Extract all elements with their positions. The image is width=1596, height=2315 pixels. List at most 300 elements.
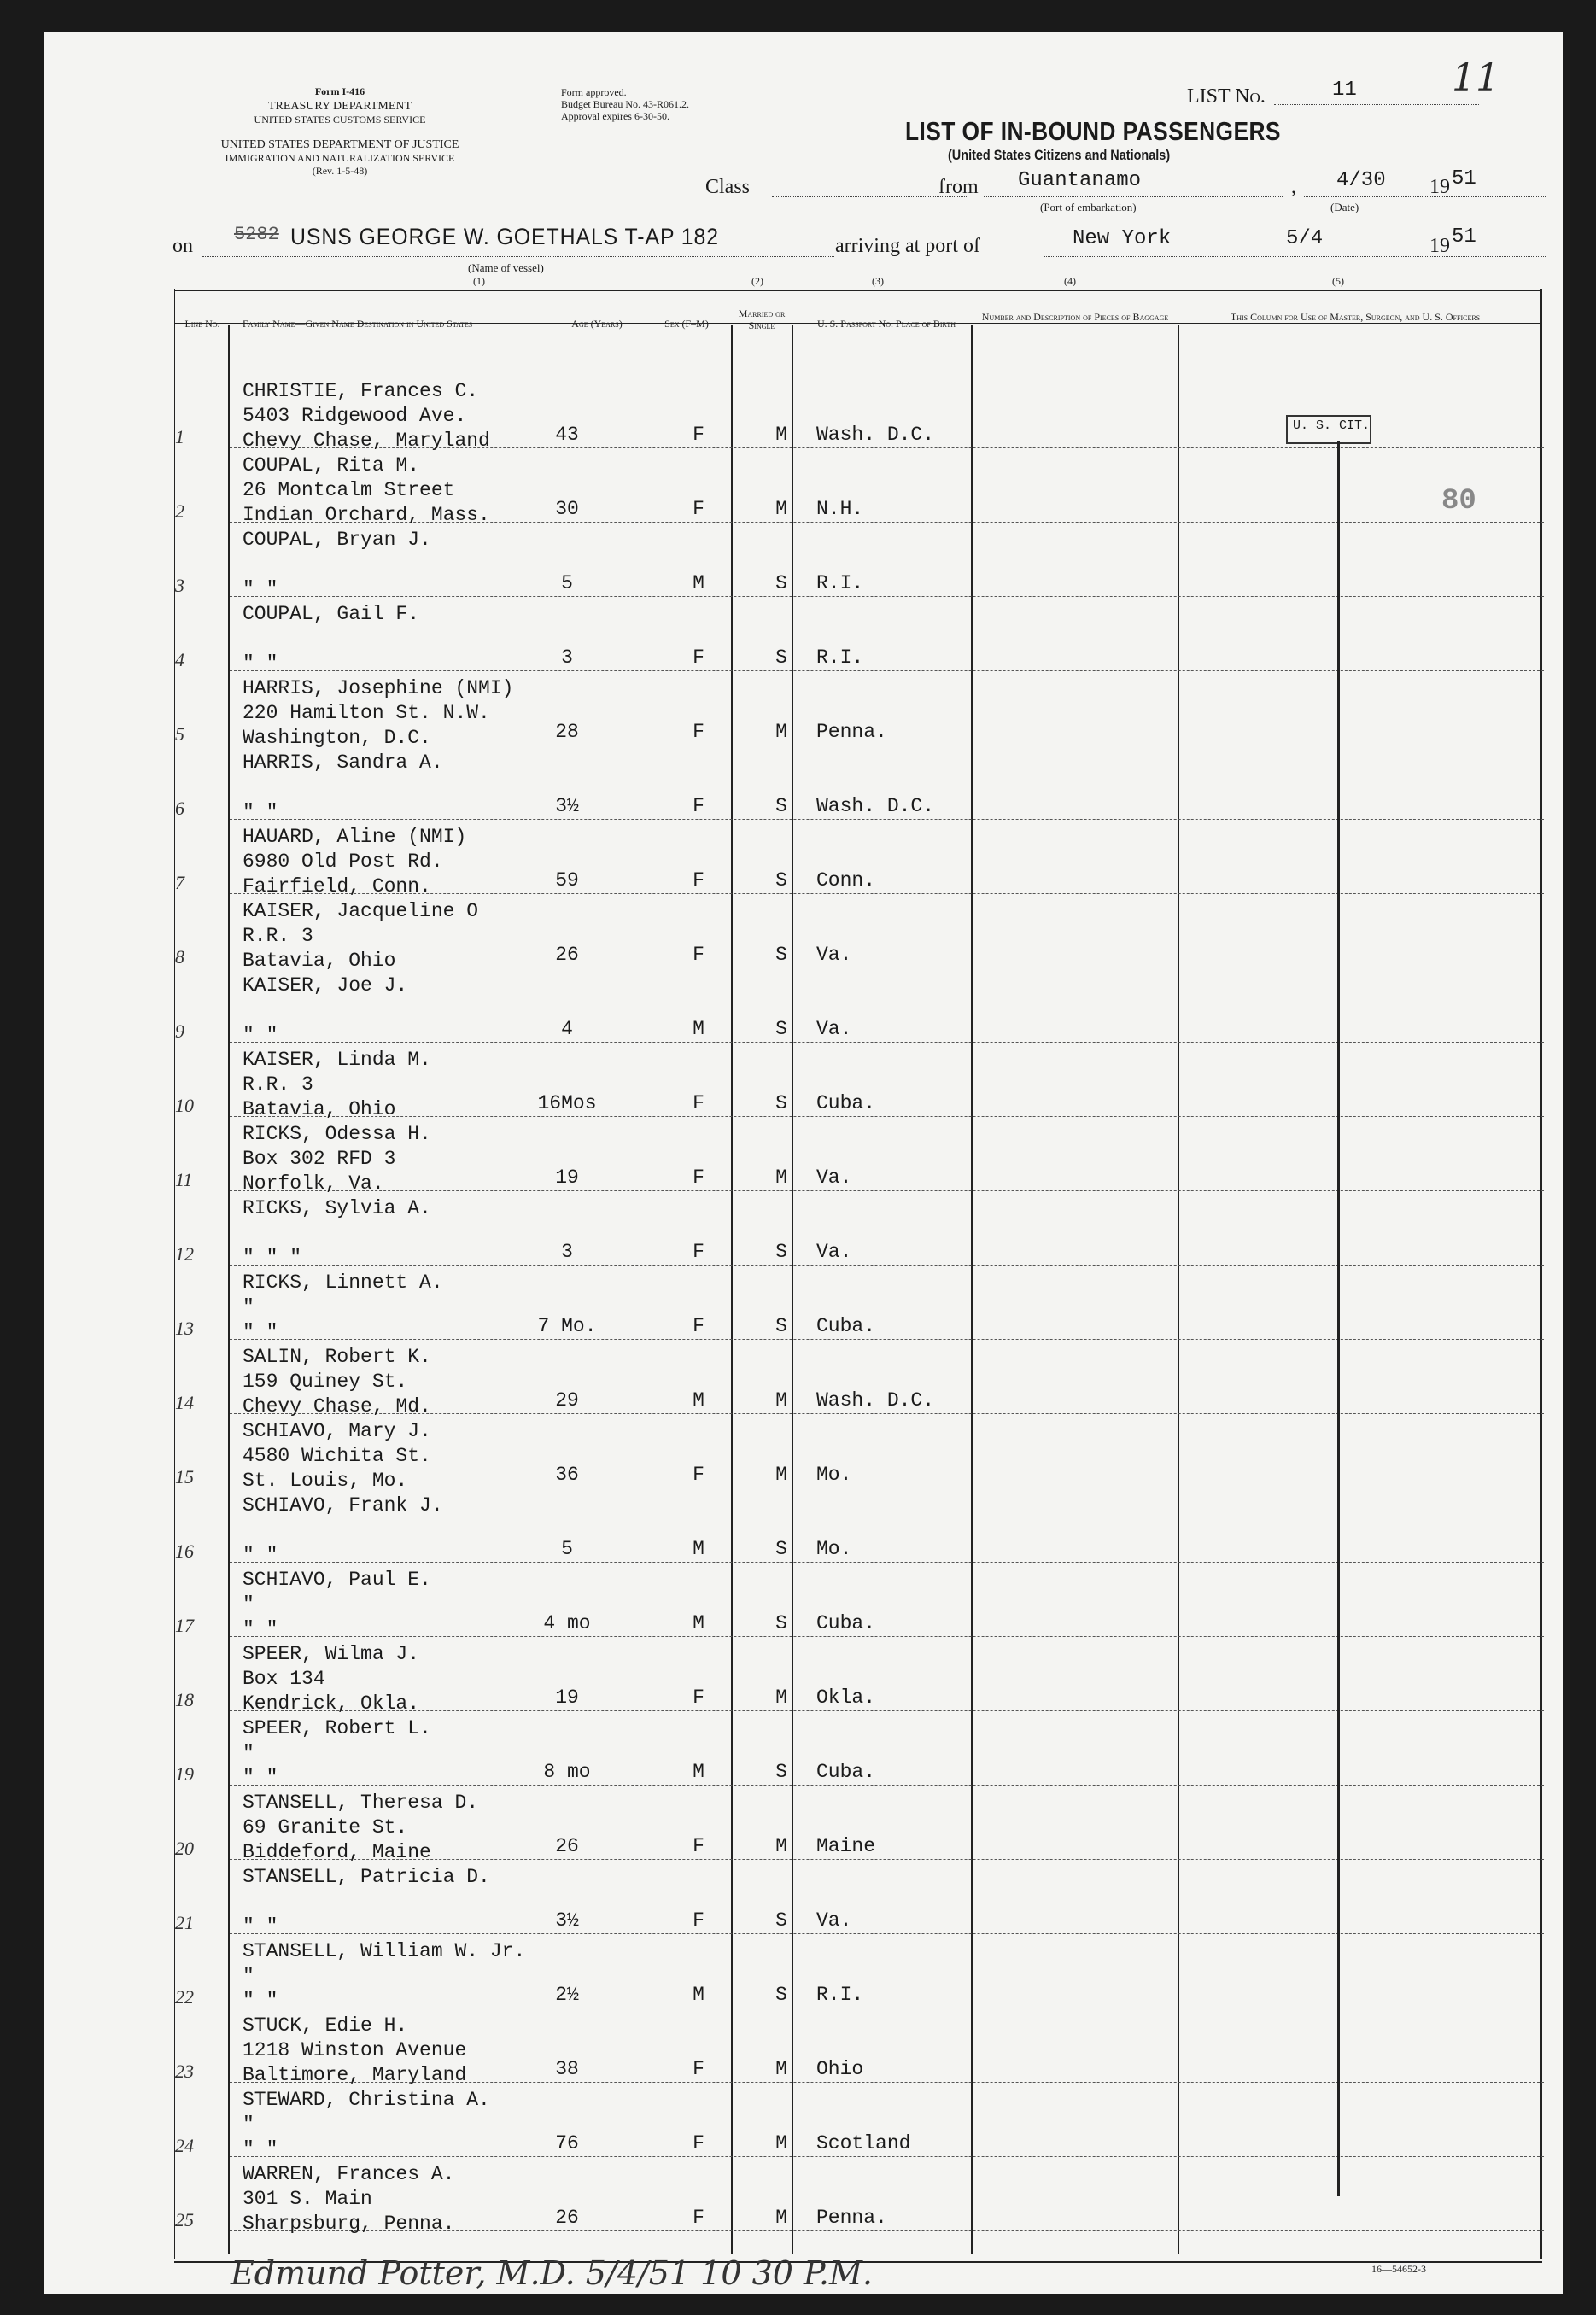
age-cell: 8 mo: [543, 1761, 591, 1783]
age-cell: 3: [561, 1241, 573, 1263]
age-cell: 7 Mo.: [537, 1315, 597, 1337]
table-row: [44, 1342, 1563, 1416]
birthplace-cell: N.H.: [816, 498, 864, 520]
header-name: Family Name—Given Name Destination in United States: [243, 318, 473, 330]
dept-customs: UNITED STATES CUSTOMS SERVICE: [254, 114, 426, 126]
birthplace-cell: Wash. D.C.: [816, 1389, 935, 1412]
marital-cell: S: [775, 944, 787, 966]
arrival-year: 51: [1452, 225, 1476, 248]
date-caption: (Date): [1330, 201, 1359, 213]
marital-cell: M: [775, 721, 787, 743]
passenger-name: HARRIS, Josephine (NMI): [243, 677, 514, 699]
table-row: [44, 2159, 1563, 2233]
passenger-name-block: [243, 751, 443, 825]
marital-cell: M: [775, 1166, 787, 1189]
passenger-name-block: [243, 1642, 419, 1716]
passenger-address: 69 Granite St.: [243, 1816, 408, 1839]
table-row: [44, 1267, 1563, 1342]
line-number: 7: [175, 872, 184, 893]
header-baggage: Number and Description of Pieces of Baggage: [981, 311, 1169, 323]
age-cell: 3½: [555, 795, 579, 817]
list-no: 11: [1332, 79, 1357, 102]
passenger-name: SCHIAVO, Mary J.: [243, 1420, 431, 1442]
age-cell: 5: [561, 572, 573, 594]
passenger-name-block: [243, 1048, 431, 1122]
birthplace-cell: Okla.: [816, 1687, 876, 1709]
marital-cell: M: [775, 2058, 787, 2080]
class-label: Class: [705, 176, 751, 198]
passenger-name: KAISER, Linda M.: [243, 1049, 431, 1071]
line-number: 20: [175, 1838, 194, 1859]
embarkation-year: 51: [1452, 167, 1476, 190]
birthplace-cell: Mo.: [816, 1538, 852, 1560]
passenger-destination: Sharpsburg, Penna.: [243, 2213, 455, 2235]
age-cell: 19: [555, 1166, 579, 1189]
marital-cell: S: [775, 646, 787, 669]
line-number: 23: [175, 2061, 194, 2082]
sex-cell: F: [693, 944, 704, 966]
form-revision: (Rev. 1-5-48): [312, 165, 368, 177]
line-number: 15: [175, 1466, 194, 1488]
sex-cell: F: [693, 1687, 704, 1709]
port-caption: (Port of embarkation): [1040, 201, 1137, 213]
sex-cell: F: [693, 721, 704, 743]
header-officers: This Column for Use of Master, Surgeon, and U. S. Officers: [1230, 311, 1481, 323]
passenger-destination: " ": [243, 801, 278, 823]
birthplace-cell: Va.: [816, 1018, 852, 1040]
table-row: [44, 1119, 1563, 1193]
sex-cell: M: [693, 1018, 704, 1040]
sex-cell: F: [693, 2058, 704, 2080]
passenger-address: [243, 627, 419, 652]
year-prefix: 19: [1429, 176, 1450, 198]
comma: ,: [1291, 176, 1296, 198]
passenger-name: SPEER, Wilma J.: [243, 1643, 420, 1665]
passenger-name: SCHIAVO, Frank J.: [243, 1494, 443, 1517]
table-row: [44, 2084, 1563, 2159]
passenger-destination: " ": [243, 578, 278, 600]
age-cell: 43: [555, 424, 579, 446]
passenger-name-block: [243, 1419, 431, 1494]
header-passport: U. S. Passport No. Place of Birth: [816, 318, 956, 330]
col-num: (1): [473, 275, 485, 287]
list-no-label: LIST No.: [1187, 85, 1266, 108]
table-row: [44, 821, 1563, 896]
passenger-address: 159 Quiney St.: [243, 1371, 408, 1393]
passenger-destination: " ": [243, 652, 278, 675]
approval-expires: Approval expires 6-30-50.: [561, 110, 669, 122]
passenger-name-block: [243, 453, 490, 528]
marital-cell: S: [775, 1018, 787, 1040]
passenger-address: R.R. 3: [243, 1073, 313, 1096]
marital-cell: S: [775, 795, 787, 817]
marital-cell: S: [775, 1315, 787, 1337]
birthplace-cell: Conn.: [816, 869, 876, 892]
passenger-address: 4580 Wichita St.: [243, 1445, 431, 1467]
col-num: (3): [872, 275, 884, 287]
dept-treasury: TREASURY DEPARTMENT: [267, 100, 412, 113]
passenger-name-block: [243, 1939, 525, 2014]
marital-cell: S: [775, 1909, 787, 1932]
line-number: 11: [175, 1169, 193, 1190]
age-cell: 5: [561, 1538, 573, 1560]
passenger-name-block: [243, 1122, 431, 1196]
sex-cell: M: [693, 1538, 704, 1560]
header-line-no: Line No.: [184, 318, 220, 330]
passenger-destination: " " ": [243, 1247, 302, 1269]
marital-cell: M: [775, 1389, 787, 1412]
passenger-name: RICKS, Odessa H.: [243, 1123, 431, 1145]
age-cell: 19: [555, 1687, 579, 1709]
line-number: 4: [175, 649, 184, 670]
passenger-address: 26 Montcalm Street: [243, 479, 455, 501]
marital-cell: S: [775, 1984, 787, 2006]
arriving-label: arriving at port of: [835, 235, 980, 257]
birthplace-cell: Va.: [816, 944, 852, 966]
passenger-destination: " ": [243, 1618, 278, 1640]
marital-cell: M: [775, 1464, 787, 1486]
marital-cell: S: [775, 1612, 787, 1634]
table-row: [44, 747, 1563, 821]
line-number: 17: [175, 1615, 194, 1636]
marital-cell: S: [775, 1761, 787, 1783]
passenger-address: 301 S. Main: [243, 2188, 372, 2210]
birthplace-cell: Scotland: [816, 2132, 911, 2154]
dept-immigration: IMMIGRATION AND NATURALIZATION SERVICE: [225, 152, 455, 164]
passenger-name: STANSELL, Theresa D.: [243, 1792, 479, 1814]
passenger-destination: " ": [243, 1915, 278, 1938]
line-number: 5: [175, 723, 184, 745]
line-number: 14: [175, 1392, 194, 1413]
sex-cell: F: [693, 1315, 704, 1337]
sex-cell: M: [693, 1761, 704, 1783]
sex-cell: M: [693, 1389, 704, 1412]
age-cell: 30: [555, 498, 579, 520]
birthplace-cell: Ohio: [816, 2058, 864, 2080]
passenger-address: ": [243, 1965, 254, 1987]
passenger-name: RICKS, Linnett A.: [243, 1271, 443, 1294]
table-row: [44, 1044, 1563, 1119]
passenger-name-block: [243, 1791, 478, 1865]
birthplace-cell: R.I.: [816, 572, 864, 594]
passenger-name: STUCK, Edie H.: [243, 2014, 408, 2037]
passenger-destination: " ": [243, 1544, 278, 1566]
arrival-port: New York: [1073, 227, 1172, 250]
table-row: [44, 1193, 1563, 1267]
form-id: Form I-416: [314, 85, 365, 97]
marital-cell: M: [775, 498, 787, 520]
passenger-destination: Batavia, Ohio: [243, 1098, 396, 1120]
marital-cell: S: [775, 1241, 787, 1263]
passenger-name: HAUARD, Aline (NMI): [243, 826, 467, 848]
birthplace-cell: Wash. D.C.: [816, 424, 935, 446]
line-number: 24: [175, 2135, 194, 2156]
birthplace-cell: Cuba.: [816, 1761, 876, 1783]
marital-cell: S: [775, 869, 787, 892]
age-cell: 28: [555, 721, 579, 743]
passenger-address: [243, 1221, 431, 1246]
line-number: 16: [175, 1540, 194, 1562]
table-row: [44, 1416, 1563, 1490]
passenger-destination: " ": [243, 1321, 278, 1343]
passenger-name: KAISER, Joe J.: [243, 974, 408, 997]
on-label: on: [172, 235, 193, 257]
passenger-address: Box 134: [243, 1668, 325, 1690]
table-row: [44, 450, 1563, 524]
passenger-destination: Fairfield, Conn.: [243, 875, 431, 897]
sex-cell: F: [693, 795, 704, 817]
birthplace-cell: Mo.: [816, 1464, 852, 1486]
table-row: [44, 1639, 1563, 1713]
sex-cell: F: [693, 1166, 704, 1189]
embarkation-port: Guantanamo: [1018, 169, 1142, 192]
birthplace-cell: Maine: [816, 1835, 876, 1857]
birthplace-cell: Va.: [816, 1909, 852, 1932]
age-cell: 26: [555, 2207, 579, 2229]
passenger-address: ": [243, 2113, 254, 2136]
dept-justice: UNITED STATES DEPARTMENT OF JUSTICE: [220, 138, 459, 151]
list-no-handwritten: 11: [1452, 56, 1500, 100]
passenger-address: [243, 1890, 490, 1915]
table-row: [44, 599, 1563, 673]
table-row: [44, 1936, 1563, 2010]
passenger-destination: Indian Orchard, Mass.: [243, 504, 490, 526]
age-cell: 76: [555, 2132, 579, 2154]
passenger-destination: St. Louis, Mo.: [243, 1470, 408, 1492]
line-number: 25: [175, 2209, 194, 2230]
sex-cell: F: [693, 2132, 704, 2154]
line-number: 19: [175, 1763, 194, 1785]
birthplace-cell: Wash. D.C.: [816, 795, 935, 817]
passenger-name: SCHIAVO, Paul E.: [243, 1569, 431, 1591]
marital-cell: S: [775, 1092, 787, 1114]
age-cell: 59: [555, 869, 579, 892]
page-title: LIST OF IN-BOUND PASSENGERS: [905, 116, 1281, 146]
passenger-name-block: [243, 1196, 431, 1271]
passenger-destination: Chevy Chase, Md.: [243, 1395, 431, 1418]
passenger-name-block: [243, 825, 466, 899]
sex-cell: F: [693, 1241, 704, 1263]
age-cell: 3: [561, 646, 573, 669]
vessel-caption: (Name of vessel): [468, 261, 544, 274]
passenger-name: KAISER, Jacqueline O: [243, 900, 479, 922]
passenger-name-block: [243, 1345, 431, 1419]
line-number: 21: [175, 1912, 194, 1933]
age-cell: 26: [555, 944, 579, 966]
table-row: [44, 970, 1563, 1044]
arrival-year-prefix: 19: [1429, 235, 1450, 257]
header-sex: Sex (F–M): [664, 318, 709, 330]
birthplace-cell: Penna.: [816, 721, 887, 743]
age-cell: 4: [561, 1018, 573, 1040]
passenger-destination: Washington, D.C.: [243, 727, 431, 749]
passenger-name: STEWARD, Christina A.: [243, 2089, 490, 2111]
passenger-destination: " ": [243, 1024, 278, 1046]
passenger-address: R.R. 3: [243, 925, 313, 947]
passenger-name: SPEER, Robert L.: [243, 1717, 431, 1739]
passenger-name-block: [243, 1494, 443, 1568]
passenger-name: STANSELL, Patricia D.: [243, 1866, 490, 1888]
passenger-name-block: [243, 676, 513, 751]
passenger-address: 5403 Ridgewood Ave.: [243, 405, 467, 427]
passenger-destination: Chevy Chase, Maryland: [243, 430, 490, 452]
sex-cell: F: [693, 1909, 704, 1932]
age-cell: 4 mo: [543, 1612, 591, 1634]
sex-cell: F: [693, 1092, 704, 1114]
passenger-address: Box 302 RFD 3: [243, 1148, 396, 1170]
line-number: 12: [175, 1243, 194, 1265]
table-row: [44, 1490, 1563, 1564]
line-number: 9: [175, 1020, 184, 1042]
table-row: [44, 1713, 1563, 1787]
age-cell: 16Mos: [537, 1092, 597, 1114]
passenger-name: WARREN, Frances A.: [243, 2163, 455, 2185]
passenger-address: ": [243, 1593, 254, 1616]
marital-cell: S: [775, 1538, 787, 1560]
passenger-name-block: [243, 1716, 431, 1791]
passenger-name-block: [243, 528, 431, 602]
birthplace-cell: Penna.: [816, 2207, 887, 2229]
passenger-destination: Kendrick, Okla.: [243, 1692, 420, 1715]
passenger-name-block: [243, 1865, 490, 1939]
stamp-mark: 80: [1441, 485, 1476, 517]
passenger-name: CHRISTIE, Frances C.: [243, 380, 479, 402]
passenger-address: [243, 998, 407, 1023]
passenger-name-block: [243, 1271, 443, 1345]
table-row: [44, 2010, 1563, 2084]
passenger-address: [243, 552, 431, 577]
marital-cell: M: [775, 2132, 787, 2154]
officer-check-line: [1337, 441, 1340, 2196]
form-approved: Form approved.: [561, 86, 627, 98]
birthplace-cell: Cuba.: [816, 1612, 876, 1634]
passenger-name: HARRIS, Sandra A.: [243, 751, 443, 774]
sex-cell: F: [693, 1464, 704, 1486]
col-num: (5): [1332, 275, 1344, 287]
sex-cell: M: [693, 572, 704, 594]
age-cell: 3½: [555, 1909, 579, 1932]
line-number: 1: [175, 426, 184, 447]
birthplace-cell: Cuba.: [816, 1315, 876, 1337]
passenger-destination: Biddeford, Maine: [243, 1841, 431, 1863]
vessel-prefix: 5282: [234, 224, 279, 245]
sex-cell: F: [693, 869, 704, 892]
passenger-name-block: [243, 1568, 431, 1642]
passenger-address: ": [243, 1742, 254, 1764]
passenger-destination: Batavia, Ohio: [243, 950, 396, 972]
birthplace-cell: Va.: [816, 1166, 852, 1189]
line-number: 3: [175, 575, 184, 596]
form-footer-code: 16—54652-3: [1371, 2263, 1426, 2275]
line-number: 10: [175, 1095, 194, 1116]
passenger-address: ": [243, 1296, 254, 1318]
birthplace-cell: R.I.: [816, 1984, 864, 2006]
col-num: (2): [751, 275, 763, 287]
marital-cell: M: [775, 424, 787, 446]
line-number: 13: [175, 1318, 194, 1339]
age-cell: 26: [555, 1835, 579, 1857]
passenger-name: RICKS, Sylvia A.: [243, 1197, 431, 1219]
passenger-name: SALIN, Robert K.: [243, 1346, 431, 1368]
marital-cell: M: [775, 1835, 787, 1857]
table-row: [44, 524, 1563, 599]
page-subtitle: (United States Citizens and Nationals): [948, 147, 1171, 163]
from-label: from: [938, 176, 979, 198]
sex-cell: F: [693, 498, 704, 520]
marital-cell: M: [775, 1687, 787, 1709]
sex-cell: F: [693, 646, 704, 669]
sex-cell: F: [693, 1835, 704, 1857]
line-number: 18: [175, 1689, 194, 1710]
age-cell: 2½: [555, 1984, 579, 2006]
table-row: [44, 1787, 1563, 1862]
passenger-name: COUPAL, Bryan J.: [243, 529, 431, 551]
sex-cell: F: [693, 2207, 704, 2229]
passenger-name-block: [243, 2088, 490, 2162]
passenger-address: 6980 Old Post Rd.: [243, 851, 443, 873]
line-number: 22: [175, 1986, 194, 2008]
passenger-name-block: [243, 379, 490, 453]
vessel-name: USNS GEORGE W. GOETHALS T-AP 182: [290, 224, 720, 249]
passenger-destination: Norfolk, Va.: [243, 1172, 384, 1195]
citizen-stamp-text: U. S. CIT.: [1293, 418, 1371, 433]
passenger-address: [243, 1518, 443, 1543]
passenger-name-block: [243, 973, 407, 1048]
sex-cell: M: [693, 1612, 704, 1634]
passenger-name-block: [243, 899, 478, 973]
passenger-name: STANSELL, William W. Jr.: [243, 1940, 526, 1962]
passenger-list-sheet: [44, 32, 1563, 2294]
sex-cell: M: [693, 1984, 704, 2006]
table-row: [44, 896, 1563, 970]
passenger-name-block: [243, 2014, 466, 2088]
passenger-address: [243, 775, 443, 800]
age-cell: 36: [555, 1464, 579, 1486]
passenger-destination: " ": [243, 1767, 278, 1789]
passenger-destination: " ": [243, 2138, 278, 2160]
header-age: Age (Years): [571, 318, 623, 330]
passenger-address: 1218 Winston Avenue: [243, 2039, 467, 2061]
table-row: [44, 1862, 1563, 1936]
col-num: (4): [1064, 275, 1076, 287]
officer-signature: Edmund Potter, M.D. 5/4/51 10 30 P.M.: [231, 2254, 873, 2292]
passenger-name-block: [243, 2162, 454, 2236]
passenger-name-block: [243, 602, 419, 676]
line-number: 8: [175, 946, 184, 968]
arrival-date: 5/4: [1286, 227, 1324, 250]
marital-cell: S: [775, 572, 787, 594]
birthplace-cell: Va.: [816, 1241, 852, 1263]
line-number: 6: [175, 798, 184, 819]
budget-bureau: Budget Bureau No. 43-R061.2.: [561, 98, 689, 110]
line-number: 2: [175, 500, 184, 522]
age-cell: 29: [555, 1389, 579, 1412]
age-cell: 38: [555, 2058, 579, 2080]
birthplace-cell: R.I.: [816, 646, 864, 669]
embarkation-date: 4/30: [1336, 169, 1386, 192]
table-row: [44, 1564, 1563, 1639]
header-married: Married or Single: [738, 307, 786, 331]
passenger-address: 220 Hamilton St. N.W.: [243, 702, 490, 724]
marital-cell: M: [775, 2207, 787, 2229]
passenger-destination: " ": [243, 1990, 278, 2012]
sex-cell: F: [693, 424, 704, 446]
passenger-name: COUPAL, Gail F.: [243, 603, 420, 625]
passenger-name: COUPAL, Rita M.: [243, 454, 420, 476]
table-row: [44, 673, 1563, 747]
passenger-destination: Baltimore, Maryland: [243, 2064, 467, 2086]
birthplace-cell: Cuba.: [816, 1092, 876, 1114]
